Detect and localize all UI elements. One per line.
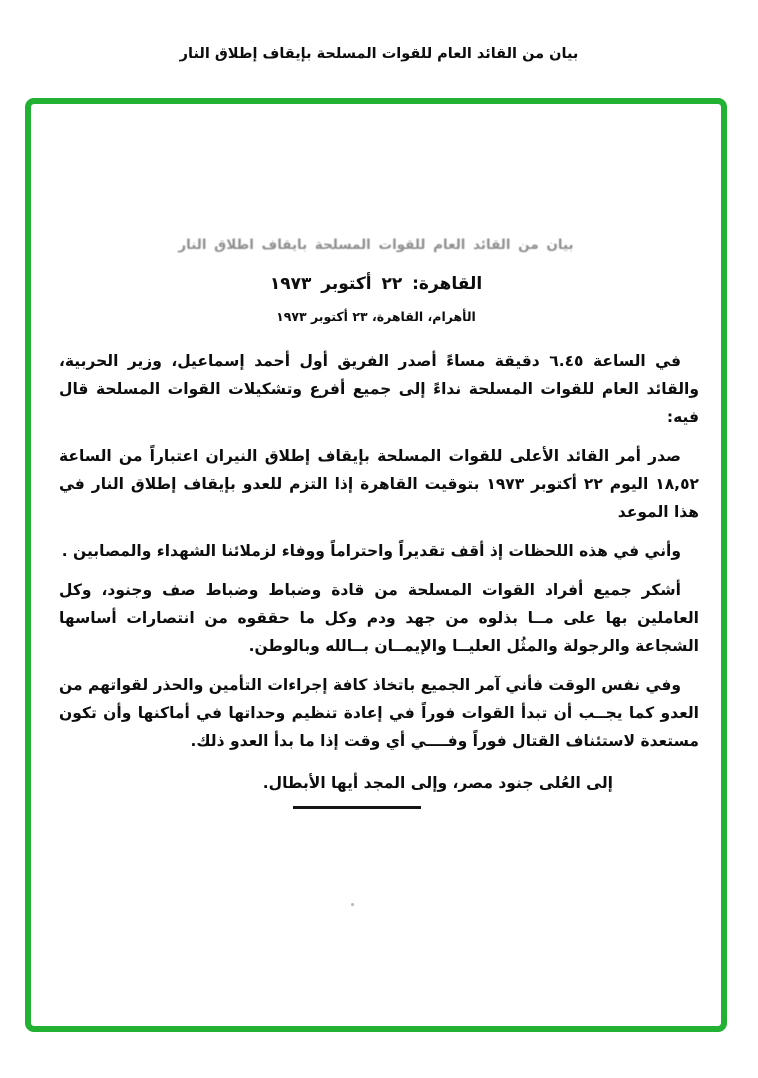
source-attribution: الأهرام، القاهرة، ٢٣ أكتوبر ١٩٧٣ bbox=[276, 309, 476, 324]
paragraph-security-orders: وفي نفس الوقت فأني آمر الجميع باتخاذ كافة إجراءات التأمين والحذر لقواتهم من العدو كما يجــب أن تبدأ القوات فوراً في إعادة تنظيم وحداتها في أماكنها وأن تكون مستعدة لاستئناف القتال فوراً وفــــي أي وقت إذا ما بدأ العدو ذلك. bbox=[59, 676, 699, 750]
paragraph-tribute: وأني في هذه اللحظات إذ أقف تقديراً واحتراماً ووفاء لزملائنا الشهداء والمصابين . bbox=[61, 542, 681, 560]
dateline: القاهرة: ٢٢ أكتوبر ١٩٧٣ bbox=[269, 274, 483, 294]
highlight-frame bbox=[25, 98, 727, 1032]
closing-salute: إلى العُلى جنود مصر، وإلى المجد أيها الأبطال. bbox=[262, 774, 613, 792]
paragraph-ceasefire-order: صدر أمر القائد الأعلى للقوات المسلحة بإيقاف إطلاق النيران اعتباراً من الساعة ١٨,٥٢ اليوم ٢٢ أكتوبر ١٩٧٣ بتوقيت القاهرة إذا التزم للعدو بإيقاف إطلاق النار في هذا الموعد bbox=[59, 447, 699, 521]
scanned-document-title: بيان من القائد العام للقوات المسلحة بايقاف اطلاق النار bbox=[178, 237, 574, 253]
scan-artifact-speck bbox=[351, 903, 354, 906]
page-title: بيان من القائد العام للقوات المسلحة بإيقاف إطلاق النار bbox=[179, 46, 579, 62]
paragraph-opening: في الساعة ٦.٤٥ دقيقة مساءً أصدر الفريق أول أحمد إسماعيل، وزير الحربية، والقائد العام للقوات المسلحة نداءً إلى جميع أفرع وتشكيلات القوات المسلحة قال فيه: bbox=[59, 352, 699, 426]
paragraph-thanks: أشكر جميع أفراد القوات المسلحة من قادة وضباط وضباط صف وجنود، وكل العاملين بها على مــا بذلوه من جهد ودم وكل ما حققوه من انتصارات أساسها الشجاعة والرجولة والمثُل العليــا والإيمــان بــالله وبالوطن. bbox=[59, 581, 699, 655]
statement-body bbox=[59, 347, 699, 797]
signature-divider bbox=[293, 806, 421, 809]
